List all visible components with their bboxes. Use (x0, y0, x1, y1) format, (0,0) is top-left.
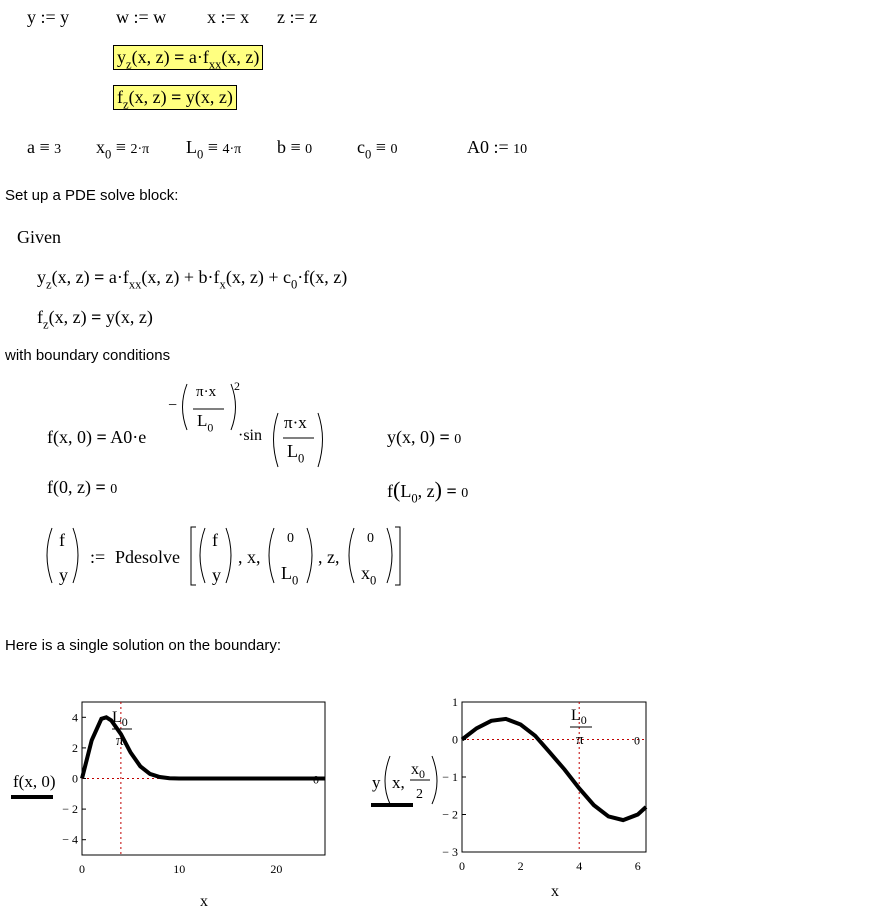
bc-fLz (387, 477, 469, 506)
def-y: y := y (27, 7, 70, 27)
plot2-ylabel-num (411, 761, 425, 781)
const-c0-val: 0 (390, 142, 398, 157)
const-c0-sub: 0 (365, 147, 372, 162)
xrange-bot-L: L (281, 563, 292, 583)
bc-text: with boundary conditions (5, 347, 171, 364)
pde-l2-sub: z (43, 317, 49, 332)
bc-fLz-lparen: ( (393, 477, 401, 502)
def-x: x := x (207, 7, 250, 27)
const-x0 (96, 137, 150, 162)
eq1-args: (x, z) (131, 47, 170, 67)
exp-den (197, 411, 214, 435)
sin-fn: ·sin (238, 427, 262, 444)
bc-yx0-eq: = (439, 427, 450, 447)
plot1-xlabel: x (200, 893, 208, 910)
pde-l1-sub: z (46, 277, 52, 292)
plot1-xtick: 0 (79, 862, 85, 876)
bc-fLz-sub: 0 (411, 491, 418, 506)
pde-l2-args: (x, z) (48, 307, 87, 327)
eq1-lhs: y (117, 47, 126, 67)
const-A0-op: := (493, 137, 509, 157)
arg-vec-bot: y (212, 565, 221, 585)
plot1-ylabel: f(x, 0) (13, 772, 56, 791)
plot2-right-marker-value: 0 (634, 733, 640, 748)
eq2-eq: = (171, 87, 182, 107)
pde-l1-a-args: (x, z) + b·f (141, 267, 220, 287)
bc-fLz-rparen: ) (434, 477, 442, 502)
pdesolve-z-arg: , z, (318, 547, 340, 567)
const-x0-sub: 0 (105, 147, 112, 162)
lhs-vec-top: f (59, 530, 65, 550)
plot2-ytick: 1 (452, 695, 458, 709)
plot1-marker-den: π (116, 733, 124, 749)
const-b-name: b (277, 137, 286, 157)
sin-den-L: L (287, 441, 298, 461)
plot2-ylabel-y: y (372, 773, 381, 792)
sin-paren-right (318, 413, 323, 467)
xrange-bot (281, 563, 299, 588)
const-L0-sub: 0 (197, 147, 204, 162)
eq1-rhs-args: (x, z) (221, 47, 260, 67)
pde-l1-args: (x, z) (51, 267, 90, 287)
plot2-ytick: − 1 (442, 770, 458, 784)
const-A0 (467, 137, 527, 158)
const-x0-op: ≡ (115, 137, 126, 157)
plot1-xticks (79, 862, 282, 876)
const-L0-name: L (186, 137, 197, 157)
plot1-marker-L-sub: 0 (121, 715, 128, 729)
plot1-right-marker-value: 0 (313, 772, 319, 787)
plot2-marker-L-sub: 0 (580, 713, 587, 727)
const-x0-name: x (96, 137, 105, 157)
plot2-frame (462, 702, 646, 852)
pde-line-1 (37, 267, 348, 292)
bc-fLz-L: L (400, 481, 412, 501)
const-L0 (186, 137, 242, 162)
single-solution-text: Here is a single solution on the boundary: (5, 637, 282, 654)
plot2-xtick: 2 (517, 859, 524, 873)
zrange-top: 0 (367, 531, 374, 546)
const-c0 (357, 137, 398, 162)
xrange-top: 0 (287, 531, 294, 546)
eq1-lhs-sub: z (126, 57, 132, 72)
zrange-bot-x: x (361, 563, 370, 583)
lhs-vec-bot: y (59, 565, 68, 585)
exp-pow: 2 (234, 379, 240, 393)
def-w: w := w (116, 7, 167, 27)
pde-l1-c-args: ·f(x, z) (297, 267, 348, 287)
plot2-ylabel-group (368, 748, 448, 808)
eq2-lhs-sub: z (123, 97, 129, 112)
bc-fx0-lhs (47, 427, 146, 448)
const-c0-op: ≡ (375, 137, 386, 157)
plot1-xtick: 20 (270, 862, 283, 876)
sin-num: π·x (284, 413, 307, 432)
plot2-ylabel-x: x, (392, 773, 405, 792)
bc-f0z-eq: = (95, 477, 106, 497)
plot2-ytick: − 2 (442, 807, 458, 822)
plot2-ylabel-rparen (432, 756, 437, 804)
xrange-lparen (269, 528, 274, 583)
plot2-marker-L-text: L (571, 707, 581, 724)
pde-l2-eq: = (91, 307, 102, 327)
const-a-op: ≡ (39, 137, 50, 157)
arg-vec-top: f (212, 530, 218, 550)
pde-l1-eq: = (94, 267, 105, 287)
setup-text: Set up a PDE solve block: (5, 187, 179, 204)
bc-f0z-rhs: 0 (110, 482, 118, 497)
bc-f0z (47, 477, 117, 498)
sin-den (287, 441, 305, 466)
bc-yx0-lhs: y(x, 0) (387, 427, 435, 447)
plot1[interactable] (60, 695, 340, 885)
const-c0-name: c (357, 137, 365, 157)
const-b (277, 137, 312, 158)
exp-den-L: L (197, 411, 208, 430)
bc-fx0-eq: = (96, 427, 107, 447)
pde-l1-b-sub: x (219, 277, 226, 292)
eq2-args: (x, z) (128, 87, 167, 107)
highlighted-eq-2[interactable] (113, 85, 237, 110)
const-x0-val: 2·π (130, 142, 150, 157)
plot1-trace-swatch (11, 795, 53, 799)
plot1-ytick: 4 (72, 710, 78, 725)
plot1-ytick: − 2 (62, 802, 78, 817)
xrange-bot-sub: 0 (292, 573, 299, 588)
sin-den-sub: 0 (298, 451, 305, 466)
plot2-xtick: 0 (459, 859, 465, 873)
bc-yx0 (387, 427, 461, 448)
plot2-xticks (459, 859, 641, 873)
const-b-op: ≡ (290, 137, 301, 157)
exp-paren-left (183, 384, 188, 430)
highlighted-eq-1[interactable] (113, 45, 263, 70)
plot2-xlabel: x (551, 883, 559, 900)
zrange-lparen (349, 528, 354, 583)
pdesolve-fn[interactable]: Pdesolve (115, 547, 180, 567)
bc-yx0-rhs: 0 (454, 432, 462, 447)
pde-l1-a-sub: xx (128, 277, 142, 292)
bc-fLz-eq: = (446, 481, 457, 501)
plot1-ytick: 2 (72, 740, 78, 755)
given-keyword: Given (17, 227, 61, 247)
lhs-vec-rparen (73, 528, 78, 583)
exp-minus: − (168, 397, 178, 414)
const-L0-val: 4·π (222, 142, 242, 157)
xrange-rparen (307, 528, 312, 583)
plot2-ytick: − 3 (442, 845, 458, 859)
pde-l1-b-args: (x, z) + c (225, 267, 291, 287)
def-z: z := z (277, 7, 318, 27)
const-A0-name: A0 (467, 137, 489, 157)
const-b-val: 0 (305, 142, 313, 157)
arg-vec-rparen (226, 528, 231, 583)
bc-f0z-lhs: f(0, z) (47, 477, 91, 497)
zrange-bot-sub: 0 (370, 573, 377, 588)
const-L0-op: ≡ (207, 137, 218, 157)
plot2-ylabel-den: 2 (416, 787, 423, 802)
lhs-vec-lparen (47, 528, 52, 583)
const-A0-val: 10 (513, 142, 528, 157)
pde-l1-c-sub: 0 (290, 277, 298, 292)
pde-l2-f: f (37, 307, 43, 327)
const-a-name: a (27, 137, 35, 157)
plot2-trace-swatch (371, 803, 413, 807)
pdesolve-assign: := (90, 547, 106, 567)
zrange-bot (361, 563, 377, 588)
outer-rbracket (395, 527, 400, 585)
eq1-rhs-sub: xx (208, 57, 222, 72)
plot1-marker-L-text: L (112, 709, 122, 726)
plot2-xtick: 4 (576, 859, 583, 873)
pde-line-2 (37, 307, 153, 332)
arg-vec-lparen (200, 528, 205, 583)
plot2-ylabel-num-sub: 0 (419, 767, 425, 781)
exp-den-sub: 0 (207, 420, 214, 435)
pde-l1-a: a·f (108, 267, 129, 287)
eq1-eq: = (174, 47, 185, 67)
pdesolve-x-arg: , x, (238, 547, 261, 567)
pde-l2-rhs: y(x, z) (105, 307, 153, 327)
plot1-xtick: 10 (173, 862, 186, 876)
eq1-rhs: a·f (188, 47, 209, 67)
const-a-val: 3 (54, 142, 62, 157)
sin-paren-left (274, 413, 279, 467)
bc-fLz-f: f (387, 481, 393, 501)
bc-fx0-lhs-text: f(x, 0) (47, 427, 92, 447)
pde-l1-y: y (37, 267, 46, 287)
plot1-ytick: − 4 (62, 832, 78, 847)
plot2-ytick: 0 (452, 732, 458, 747)
plot2-xtick: 6 (634, 859, 641, 873)
outer-lbracket (191, 527, 196, 585)
eq2-lhs: f (117, 87, 123, 107)
plot1-ytick: 0 (72, 771, 78, 786)
bc-fLz-z: , z (417, 481, 435, 501)
plot2-ylabel-lparen (385, 756, 390, 804)
bc-fx0-rhs: A0·e (110, 427, 147, 447)
bc-fLz-rhs: 0 (461, 486, 469, 501)
plot2[interactable] (440, 695, 660, 875)
exp-num: π·x (196, 384, 217, 400)
plot2-marker-den: π (576, 732, 584, 748)
const-a (27, 137, 61, 158)
plot2-ylabel-num-x: x (411, 761, 419, 778)
zrange-rparen (387, 528, 392, 583)
eq2-rhs: y(x, z) (185, 87, 233, 107)
